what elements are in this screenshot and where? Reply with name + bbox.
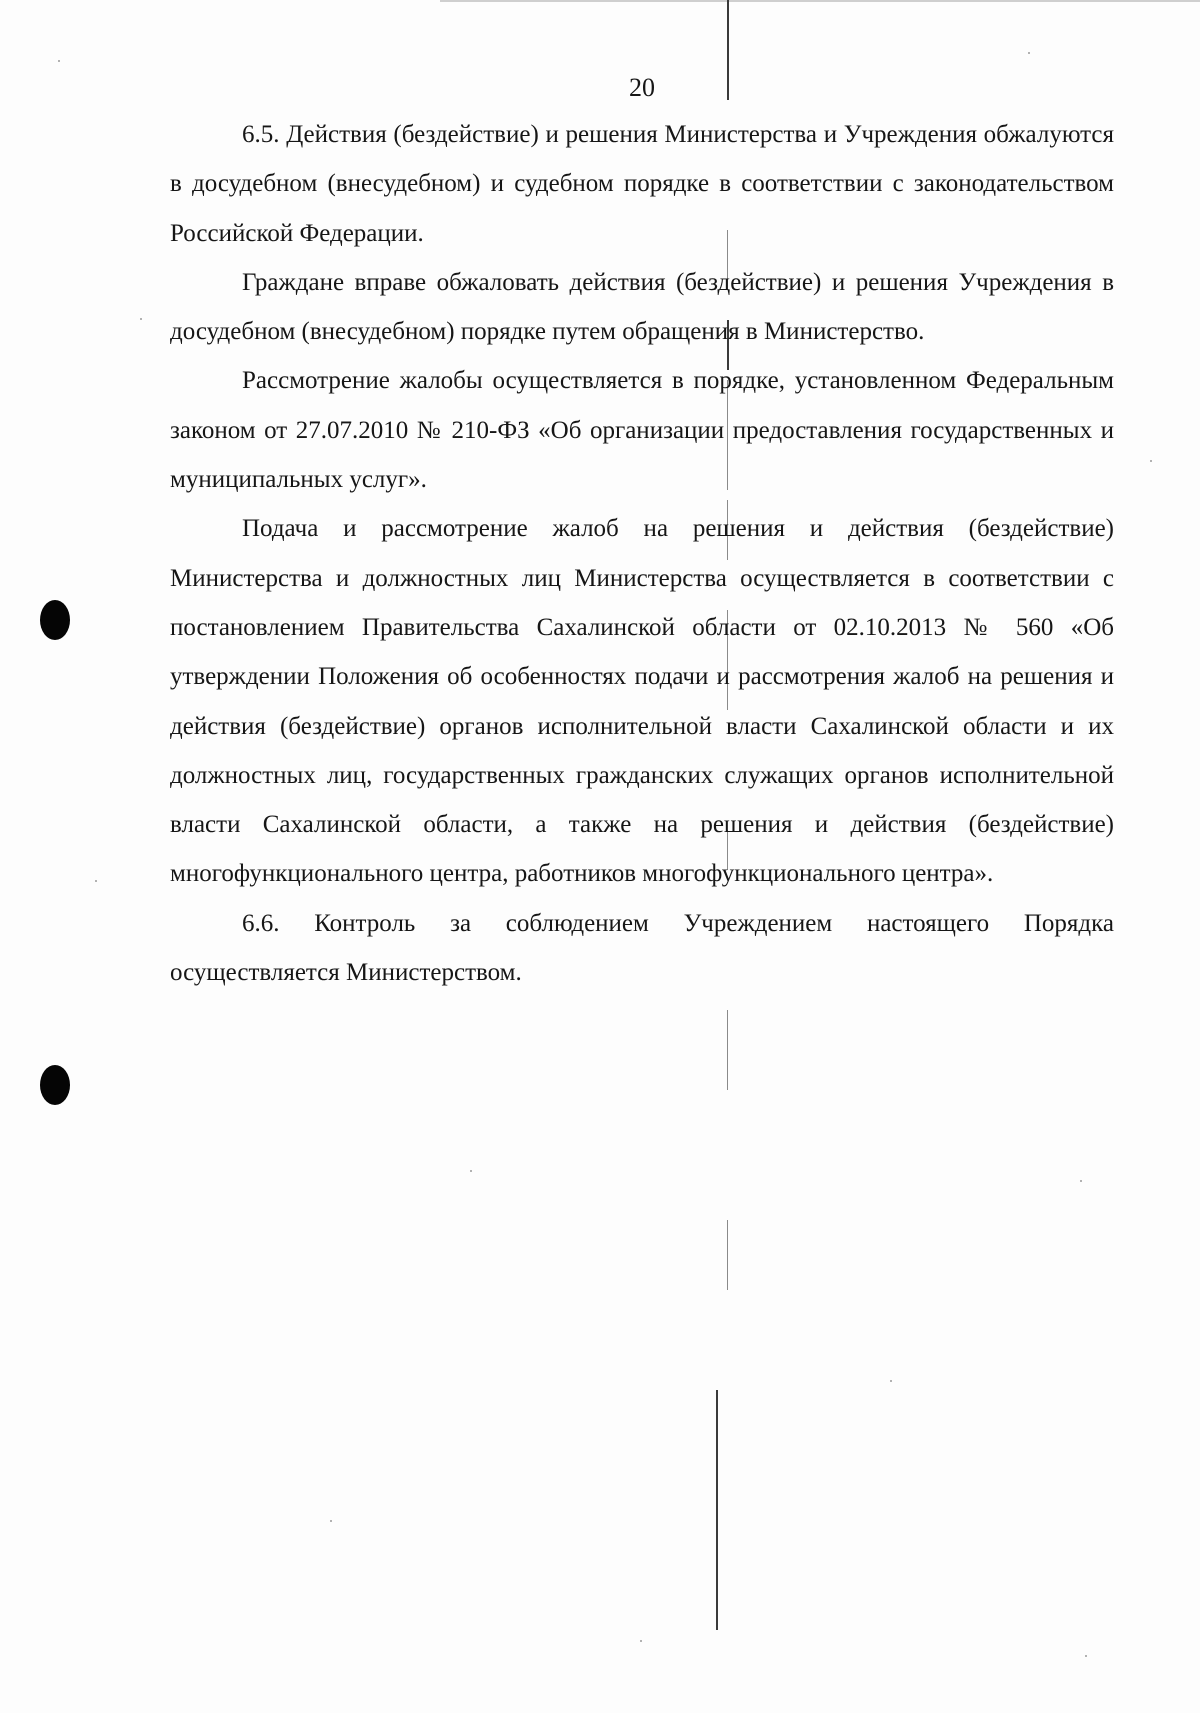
- scan-speck: [330, 1520, 332, 1522]
- paragraph-6-6: 6.6. Контроль за соблюдением Учреждением настоящего Порядка осуществляется Министерством.: [170, 909, 1114, 987]
- page-number: 20: [629, 73, 655, 102]
- scan-fold-line: [716, 1390, 718, 1630]
- top-edge-rule: [440, 0, 1200, 2]
- scan-fold-line: [727, 1220, 728, 1290]
- scan-speck: [470, 1170, 472, 1172]
- punch-hole: [40, 1065, 70, 1105]
- punch-hole: [40, 600, 70, 640]
- scan-speck: [58, 60, 60, 62]
- scan-speck: [1080, 1180, 1082, 1182]
- scan-speck: [95, 880, 97, 882]
- document-body: [170, 110, 1114, 997]
- scan-speck: [1085, 1655, 1087, 1657]
- scan-speck: [140, 318, 142, 320]
- scan-speck: [890, 1380, 892, 1382]
- scan-speck: [640, 1640, 642, 1642]
- paragraph-complaint-procedure: Подача и рассмотрение жалоб на решения и действия (бездействие) Министерства и должностных лиц Министерства осуществляется в соответствии с постановлением Правительства Сахалинской области от 02.10.2013 № 560 «Об утверждении Положения об особенностях подачи и рассмотрения жалоб на решения и действия (бездействие) органов исполнительной власти Сахалинской области и их должностных лиц, государственных гражданских служащих органов исполнительной власти Сахалинской области, а также на решения и действия (бездействие) многофункционального центра, работников многофункционального центра».: [170, 515, 1114, 888]
- scan-fold-line: [727, 1010, 728, 1090]
- paragraph-6-5: 6.5. Действия (бездействие) и решения Министерства и Учреждения обжалуются в досудебном (внесудебном) и судебном порядке в соответствии с законодательством Российской Федерации.: [170, 121, 1114, 247]
- paragraph-complaint-review: Рассмотрение жалобы осуществляется в порядке, установленном Федеральным законом от 27.07.2010 № 210-ФЗ «Об организации предоставления государственных и муниципальных услуг».: [170, 367, 1114, 494]
- scan-speck: [1028, 52, 1030, 54]
- paragraph-appeal-right: Граждане вправе обжаловать действия (бездействие) и решения Учреждения в досудебном (внесудебном) порядке путем обращения в Министерство.: [170, 268, 1114, 346]
- scan-speck: [1150, 460, 1152, 462]
